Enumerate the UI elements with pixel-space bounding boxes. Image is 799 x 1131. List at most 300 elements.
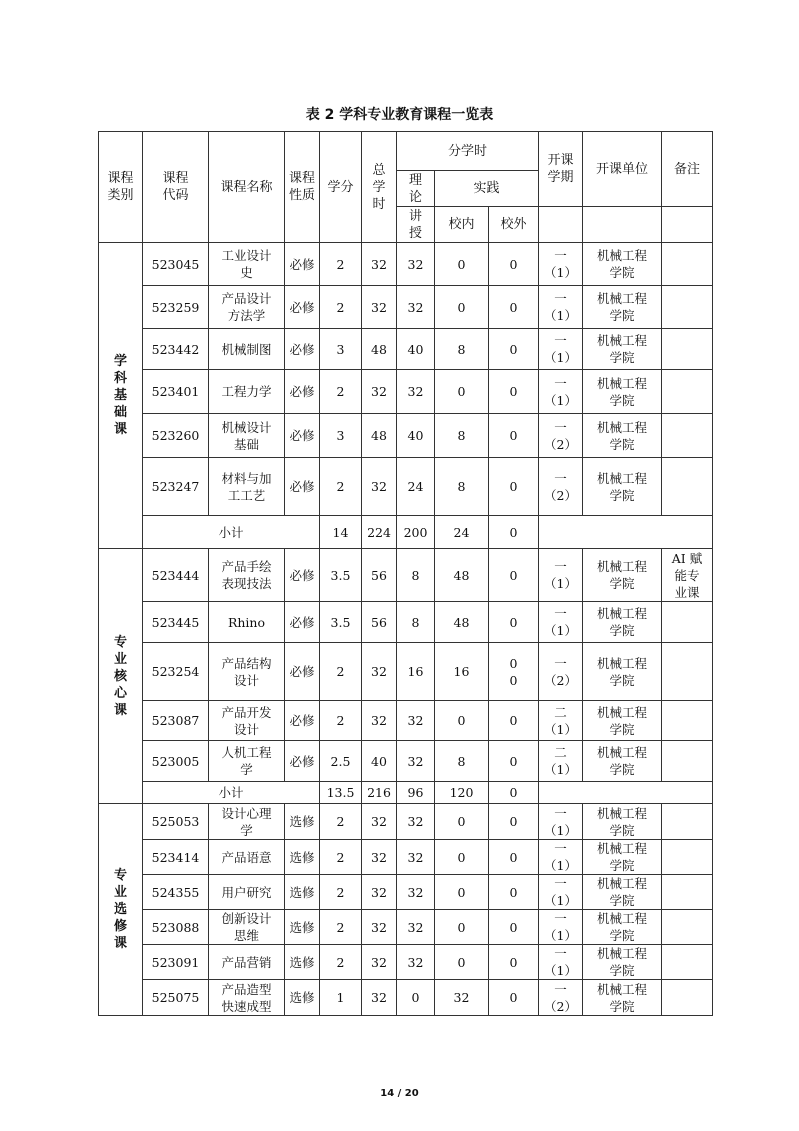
header-blank bbox=[662, 207, 713, 243]
on-campus-hours-text: 0 bbox=[457, 919, 466, 935]
course-code-text: 523005 bbox=[151, 753, 200, 769]
course-nature bbox=[285, 370, 320, 414]
course-name bbox=[209, 286, 285, 329]
subtotal-label bbox=[143, 782, 320, 804]
note-text: AI 赋 能专 业课 bbox=[671, 550, 703, 600]
department-text: 机械工程 学院 bbox=[596, 704, 647, 737]
total-hours-text: 32 bbox=[371, 664, 387, 679]
subtotal-credit bbox=[320, 782, 362, 804]
course-credit-text: 2 bbox=[336, 256, 345, 272]
department bbox=[583, 741, 662, 782]
course-name-text: 工业设计 史 bbox=[221, 248, 272, 280]
semester bbox=[539, 549, 583, 602]
off-campus-hours bbox=[489, 875, 539, 910]
off-campus-hours bbox=[489, 549, 539, 602]
course-code-text: 523088 bbox=[151, 919, 200, 935]
semester-text: 一 （1） bbox=[544, 946, 577, 978]
course-name-text: 产品营销 bbox=[221, 954, 272, 970]
department bbox=[583, 804, 662, 840]
on-campus-hours-text: 8 bbox=[457, 341, 466, 357]
course-code bbox=[143, 945, 209, 980]
on-campus-hours-text: 0 bbox=[457, 713, 466, 728]
total-hours-text: 48 bbox=[371, 428, 387, 443]
course-code-text: 523247 bbox=[151, 479, 200, 494]
on-campus-hours bbox=[435, 804, 489, 840]
course-nature bbox=[285, 549, 320, 602]
course-nature bbox=[285, 840, 320, 875]
header-lecture: 讲 授 bbox=[397, 207, 435, 243]
course-nature bbox=[285, 741, 320, 782]
off-campus-hours bbox=[489, 804, 539, 840]
course-credit-text: 2 bbox=[336, 919, 345, 935]
table-row bbox=[99, 840, 713, 875]
course-code-text: 524355 bbox=[151, 884, 200, 900]
total-hours bbox=[362, 549, 397, 602]
lecture-hours bbox=[397, 980, 435, 1016]
course-nature bbox=[285, 980, 320, 1016]
lecture-hours-text: 24 bbox=[407, 479, 424, 494]
total-hours bbox=[362, 602, 397, 643]
subtotal-credit-text: 13.5 bbox=[326, 785, 355, 800]
semester-text: 一 （2） bbox=[544, 419, 577, 452]
off-campus-hours bbox=[489, 458, 539, 516]
total-hours-text: 32 bbox=[371, 814, 387, 829]
subtotal-total-text: 216 bbox=[367, 785, 391, 800]
off-campus-hours-text: 0 bbox=[509, 713, 518, 728]
course-nature bbox=[285, 701, 320, 741]
header-hours-breakdown: 分学时 bbox=[397, 132, 539, 171]
note bbox=[662, 414, 713, 458]
course-nature bbox=[285, 875, 320, 910]
lecture-hours-text: 32 bbox=[407, 954, 424, 970]
header-practice: 实践 bbox=[435, 171, 539, 207]
category-cell bbox=[99, 804, 143, 1016]
course-code bbox=[143, 875, 209, 910]
department-text: 机械工程 学院 bbox=[596, 805, 647, 838]
lecture-hours-text: 32 bbox=[407, 884, 424, 900]
total-hours-text: 32 bbox=[371, 256, 387, 272]
semester bbox=[539, 243, 583, 286]
course-credit bbox=[320, 243, 362, 286]
department-text: 机械工程 学院 bbox=[596, 946, 647, 978]
table-row bbox=[99, 945, 713, 980]
course-name-text: Rhino bbox=[227, 614, 266, 630]
header-note: 备注 bbox=[662, 132, 713, 207]
on-campus-hours-text: 16 bbox=[453, 664, 470, 679]
course-name bbox=[209, 549, 285, 602]
subtotal-row bbox=[99, 516, 713, 549]
off-campus-hours-text: 0 bbox=[509, 753, 518, 769]
on-campus-hours bbox=[435, 701, 489, 741]
semester bbox=[539, 458, 583, 516]
category-char: 专 bbox=[113, 634, 127, 650]
course-credit bbox=[320, 549, 362, 602]
total-hours-text: 32 bbox=[371, 713, 387, 728]
lecture-hours bbox=[397, 804, 435, 840]
subtotal-lecture-text: 200 bbox=[403, 524, 428, 540]
course-name-text: 产品结构 设计 bbox=[221, 655, 272, 688]
off-campus-hours bbox=[489, 243, 539, 286]
lecture-hours bbox=[397, 370, 435, 414]
lecture-hours bbox=[397, 910, 435, 945]
course-code bbox=[143, 370, 209, 414]
off-campus-hours-text: 0 bbox=[509, 479, 518, 494]
lecture-hours-text: 32 bbox=[407, 849, 424, 865]
course-code-text: 523442 bbox=[151, 341, 200, 357]
department bbox=[583, 286, 662, 329]
off-campus-hours bbox=[489, 980, 539, 1016]
lecture-hours-text: 32 bbox=[407, 814, 424, 829]
category-char: 课 bbox=[113, 936, 127, 951]
lecture-hours bbox=[397, 329, 435, 370]
course-name bbox=[209, 643, 285, 701]
department-text: 机械工程 学院 bbox=[596, 559, 647, 591]
semester-text: 一 （1） bbox=[544, 291, 577, 323]
course-code-text: 523414 bbox=[151, 849, 200, 865]
semester bbox=[539, 701, 583, 741]
table-row bbox=[99, 741, 713, 782]
note bbox=[662, 643, 713, 701]
course-code-text: 525053 bbox=[151, 814, 200, 829]
course-name-text: 产品开发 设计 bbox=[221, 704, 272, 737]
course-credit-text: 2 bbox=[336, 954, 345, 970]
subtotal-lecture bbox=[397, 516, 435, 549]
table-row bbox=[99, 875, 713, 910]
on-campus-hours-text: 0 bbox=[457, 814, 466, 829]
subtotal-row bbox=[99, 782, 713, 804]
course-name bbox=[209, 945, 285, 980]
subtotal-total-text: 224 bbox=[367, 524, 391, 540]
on-campus-hours-text: 48 bbox=[453, 567, 470, 583]
subtotal-label-text: 小计 bbox=[218, 785, 244, 800]
on-campus-hours bbox=[435, 910, 489, 945]
course-nature bbox=[285, 945, 320, 980]
category-char: 学 bbox=[113, 354, 127, 369]
subtotal-on-campus bbox=[435, 782, 489, 804]
total-hours-text: 48 bbox=[371, 341, 387, 357]
course-nature-text: 必修 bbox=[289, 753, 315, 769]
department-text: 机械工程 学院 bbox=[596, 375, 647, 408]
course-code-text: 525075 bbox=[151, 990, 200, 1005]
off-campus-hours bbox=[489, 414, 539, 458]
course-code-text: 523087 bbox=[151, 713, 200, 728]
header-nature: 课程 性质 bbox=[285, 132, 320, 243]
table-row bbox=[99, 701, 713, 741]
header-blank bbox=[539, 207, 583, 243]
semester bbox=[539, 370, 583, 414]
course-code bbox=[143, 414, 209, 458]
course-credit bbox=[320, 370, 362, 414]
course-nature bbox=[285, 414, 320, 458]
course-name bbox=[209, 741, 285, 782]
note bbox=[662, 945, 713, 980]
total-hours bbox=[362, 910, 397, 945]
lecture-hours-text: 32 bbox=[407, 299, 424, 315]
course-code bbox=[143, 980, 209, 1016]
header-semester: 开课 学期 bbox=[539, 132, 583, 207]
course-code bbox=[143, 741, 209, 782]
department bbox=[583, 329, 662, 370]
course-code bbox=[143, 458, 209, 516]
course-code bbox=[143, 643, 209, 701]
table-row bbox=[99, 329, 713, 370]
course-nature-text: 必修 bbox=[289, 479, 315, 494]
category-char: 业 bbox=[113, 651, 127, 667]
course-nature-text: 必修 bbox=[289, 341, 315, 357]
table-row bbox=[99, 643, 713, 701]
on-campus-hours bbox=[435, 840, 489, 875]
department-text: 机械工程 学院 bbox=[596, 745, 647, 777]
off-campus-hours-text: 0 bbox=[509, 814, 518, 829]
lecture-hours bbox=[397, 701, 435, 741]
category-char: 课 bbox=[113, 702, 127, 718]
on-campus-hours-text: 8 bbox=[457, 479, 466, 494]
semester-text: 一 （1） bbox=[544, 559, 577, 591]
note bbox=[662, 980, 713, 1016]
table-row bbox=[99, 243, 713, 286]
course-nature-text: 必修 bbox=[289, 299, 315, 315]
off-campus-hours-text: 0 bbox=[509, 341, 518, 357]
total-hours bbox=[362, 980, 397, 1016]
course-credit bbox=[320, 741, 362, 782]
course-name-text: 产品语意 bbox=[221, 849, 272, 865]
subtotal-off-campus-text: 0 bbox=[509, 785, 518, 800]
header-department: 开课单位 bbox=[583, 132, 662, 207]
total-hours bbox=[362, 701, 397, 741]
table-row bbox=[99, 549, 713, 602]
category-cell bbox=[99, 549, 143, 804]
semester-text: 一 （1） bbox=[544, 841, 577, 873]
course-nature bbox=[285, 910, 320, 945]
course-credit bbox=[320, 980, 362, 1016]
table-title: 表 2 学科专业教育课程一览表 bbox=[305, 107, 494, 123]
lecture-hours bbox=[397, 414, 435, 458]
off-campus-hours-text: 0 bbox=[509, 384, 518, 399]
lecture-hours-text: 8 bbox=[411, 614, 420, 630]
course-credit-text: 2 bbox=[336, 849, 345, 865]
course-credit-text: 2 bbox=[336, 884, 345, 900]
category-char: 业 bbox=[113, 885, 127, 900]
on-campus-hours-text: 8 bbox=[457, 428, 466, 443]
semester bbox=[539, 875, 583, 910]
course-name-text: 产品造型 快速成型 bbox=[221, 981, 272, 1014]
lecture-hours bbox=[397, 643, 435, 701]
on-campus-hours-text: 0 bbox=[457, 954, 466, 970]
total-hours bbox=[362, 243, 397, 286]
semester-text: 二 （1） bbox=[544, 704, 577, 737]
department bbox=[583, 643, 662, 701]
header-category: 课程 类别 bbox=[99, 132, 143, 243]
lecture-hours bbox=[397, 286, 435, 329]
lecture-hours-text: 32 bbox=[407, 384, 424, 399]
off-campus-hours-text: 0 bbox=[509, 849, 518, 865]
subtotal-lecture-text: 96 bbox=[407, 785, 424, 800]
course-name-text: 机械设计 基础 bbox=[221, 419, 272, 452]
total-hours bbox=[362, 741, 397, 782]
total-hours-text: 56 bbox=[371, 567, 387, 583]
note bbox=[662, 875, 713, 910]
course-name bbox=[209, 458, 285, 516]
subtotal-blank bbox=[539, 516, 713, 549]
total-hours bbox=[362, 329, 397, 370]
off-campus-hours bbox=[489, 945, 539, 980]
course-credit-text: 3 bbox=[336, 341, 345, 357]
off-campus-hours bbox=[489, 701, 539, 741]
course-code-text: 523254 bbox=[151, 664, 200, 679]
department-text: 机械工程 学院 bbox=[596, 911, 647, 943]
off-campus-hours-text: 0 bbox=[509, 428, 518, 443]
course-credit bbox=[320, 329, 362, 370]
note bbox=[662, 243, 713, 286]
subtotal-total bbox=[362, 782, 397, 804]
course-credit bbox=[320, 804, 362, 840]
course-credit bbox=[320, 643, 362, 701]
category-char: 课 bbox=[113, 422, 127, 437]
lecture-hours-text: 40 bbox=[407, 428, 424, 443]
course-credit bbox=[320, 602, 362, 643]
total-hours-text: 40 bbox=[371, 753, 387, 769]
subtotal-on-campus bbox=[435, 516, 489, 549]
category-char: 选 bbox=[113, 902, 127, 917]
on-campus-hours-text: 0 bbox=[457, 884, 466, 900]
course-name-text: 设计心理 学 bbox=[221, 805, 272, 838]
course-nature-text: 必修 bbox=[289, 664, 315, 679]
total-hours bbox=[362, 945, 397, 980]
table-row bbox=[99, 370, 713, 414]
course-table bbox=[98, 131, 713, 1016]
course-code-text: 523045 bbox=[151, 256, 200, 272]
total-hours-text: 32 bbox=[371, 990, 387, 1005]
off-campus-hours bbox=[489, 329, 539, 370]
department bbox=[583, 980, 662, 1016]
course-name-text: 创新设计 思维 bbox=[221, 911, 272, 943]
off-campus-hours bbox=[489, 741, 539, 782]
note bbox=[662, 701, 713, 741]
semester-text: 一 （1） bbox=[544, 333, 577, 365]
table-row bbox=[99, 602, 713, 643]
off-campus-hours-text: 0 bbox=[509, 884, 518, 900]
semester bbox=[539, 286, 583, 329]
semester bbox=[539, 945, 583, 980]
on-campus-hours bbox=[435, 980, 489, 1016]
note bbox=[662, 910, 713, 945]
course-credit-text: 1 bbox=[336, 990, 345, 1005]
department-text: 机械工程 学院 bbox=[596, 876, 647, 908]
on-campus-hours-text: 0 bbox=[457, 256, 466, 272]
semester bbox=[539, 910, 583, 945]
course-nature-text: 必修 bbox=[289, 614, 315, 630]
subtotal-label bbox=[143, 516, 320, 549]
subtotal-on-campus-text: 24 bbox=[453, 524, 470, 540]
course-name bbox=[209, 701, 285, 741]
note bbox=[662, 329, 713, 370]
course-code-text: 523260 bbox=[151, 428, 200, 443]
total-hours bbox=[362, 458, 397, 516]
semester-text: 一 （2） bbox=[544, 655, 577, 688]
off-campus-hours-text: 0 bbox=[509, 990, 518, 1005]
header-total-hours: 总 学 时 bbox=[362, 132, 397, 243]
off-campus-hours bbox=[489, 602, 539, 643]
course-credit-text: 2.5 bbox=[330, 753, 351, 769]
off-campus-hours-text: 0 bbox=[509, 256, 518, 272]
course-nature-text: 选修 bbox=[289, 814, 315, 829]
total-hours bbox=[362, 875, 397, 910]
header-code: 课程 代码 bbox=[143, 132, 209, 243]
course-credit bbox=[320, 910, 362, 945]
department bbox=[583, 370, 662, 414]
department bbox=[583, 414, 662, 458]
lecture-hours bbox=[397, 875, 435, 910]
on-campus-hours bbox=[435, 370, 489, 414]
semester bbox=[539, 329, 583, 370]
total-hours bbox=[362, 840, 397, 875]
lecture-hours-text: 32 bbox=[407, 919, 424, 935]
total-hours bbox=[362, 643, 397, 701]
semester-text: 一 （1） bbox=[544, 606, 577, 638]
course-credit bbox=[320, 875, 362, 910]
course-nature-text: 必修 bbox=[289, 256, 315, 272]
table-row bbox=[99, 910, 713, 945]
header-theory: 理 论 bbox=[397, 171, 435, 207]
semester-text: 一 （1） bbox=[544, 375, 577, 408]
course-nature-text: 必修 bbox=[289, 428, 315, 443]
department-text: 机械工程 学院 bbox=[596, 655, 647, 688]
semester bbox=[539, 741, 583, 782]
on-campus-hours bbox=[435, 741, 489, 782]
on-campus-hours bbox=[435, 458, 489, 516]
department bbox=[583, 910, 662, 945]
lecture-hours-text: 32 bbox=[407, 753, 424, 769]
department bbox=[583, 602, 662, 643]
category-char: 心 bbox=[113, 685, 127, 701]
course-nature bbox=[285, 458, 320, 516]
lecture-hours bbox=[397, 945, 435, 980]
course-name bbox=[209, 414, 285, 458]
course-credit bbox=[320, 840, 362, 875]
off-campus-hours-text: 0 bbox=[509, 614, 518, 630]
subtotal-blank bbox=[539, 782, 713, 804]
off-campus-hours-text: 0 0 bbox=[509, 655, 518, 688]
total-hours-text: 32 bbox=[371, 919, 387, 935]
course-code-text: 523259 bbox=[151, 299, 200, 315]
lecture-hours-text: 16 bbox=[407, 664, 424, 679]
course-credit bbox=[320, 458, 362, 516]
course-nature-text: 选修 bbox=[289, 884, 315, 900]
subtotal-total bbox=[362, 516, 397, 549]
category-label bbox=[101, 353, 140, 438]
subtotal-credit-text: 14 bbox=[332, 524, 349, 540]
total-hours-text: 32 bbox=[371, 384, 387, 399]
category-label bbox=[101, 634, 140, 719]
department-text: 机械工程 学院 bbox=[596, 248, 647, 280]
department bbox=[583, 243, 662, 286]
semester-text: 一 （1） bbox=[544, 876, 577, 908]
table-row bbox=[99, 980, 713, 1016]
course-code bbox=[143, 549, 209, 602]
semester-text: 一 （1） bbox=[544, 911, 577, 943]
department bbox=[583, 701, 662, 741]
page-number: 14 / 20 bbox=[380, 1088, 419, 1099]
department bbox=[583, 549, 662, 602]
course-credit-text: 2 bbox=[336, 384, 345, 399]
department-text: 机械工程 学院 bbox=[596, 981, 647, 1014]
course-name-text: 材料与加 工工艺 bbox=[221, 470, 272, 503]
course-nature bbox=[285, 329, 320, 370]
department bbox=[583, 875, 662, 910]
semester bbox=[539, 840, 583, 875]
course-name-text: 用户研究 bbox=[221, 884, 272, 900]
off-campus-hours-text: 0 bbox=[509, 919, 518, 935]
